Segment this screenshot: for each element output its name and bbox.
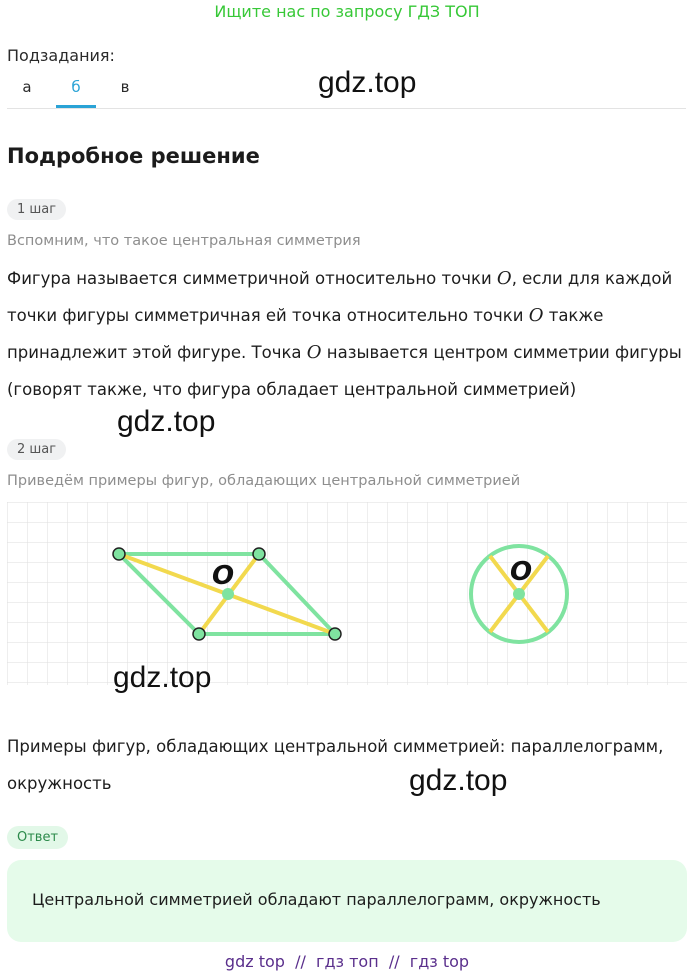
definition-line: принадлежит этой фигуре. Точка O называется центром симметрии фигуры [7,342,682,363]
symmetry-figure [7,502,687,689]
watermark: gdz.top [113,661,212,694]
subtasks-label: Подзадания: [7,46,115,65]
step-1-definition [7,260,687,408]
vertex-point [329,628,341,640]
definition-line: точки фигуры симметричная ей точка относительно точки O также [7,305,604,326]
definition-line: (говорят также, что фигура обладает центральной симметрией) [7,380,577,399]
step-2-summary [7,728,687,802]
answer-box [7,860,687,942]
tab-b[interactable]: б [71,78,81,96]
summary-line: Примеры фигур, обладающих центральной симметрией: параллелограмм, [7,737,664,756]
grid-background [7,502,687,685]
center-point [513,588,525,600]
vertex-point [253,548,265,560]
watermark: gdz.top [117,405,216,438]
definition-line: Фигура называется симметричной относительно точки O, если для каждой [7,268,673,289]
answer-text: Центральной симметрией обладают параллелограмм, окружность [32,890,601,909]
tab-a[interactable]: а [22,78,32,96]
answer-badge: Ответ [7,826,68,849]
active-tab-indicator [56,105,96,108]
center-label: O [510,557,533,587]
footer-links: gdz top // гдз топ // гдз top [224,952,470,971]
watermark: gdz.top [318,66,417,99]
step-2-caption: Приведём примеры фигур, обладающих центральной симметрией [7,473,521,489]
center-label: O [212,561,235,591]
summary-line: окружность [7,774,112,793]
vertex-point [113,548,125,560]
search-banner: Ищите нас по запросу ГДЗ ТОП [214,2,480,21]
tab-v[interactable]: в [120,78,130,96]
vertex-point [193,628,205,640]
grid-illustration [7,502,687,685]
step-1-caption: Вспомним, что такое центральная симметрия [7,233,361,249]
step-2-badge: 2 шаг [7,439,66,460]
solution-heading: Подробное решение [7,144,260,168]
step-1-badge: 1 шаг [7,199,66,220]
watermark: gdz.top [409,764,508,797]
